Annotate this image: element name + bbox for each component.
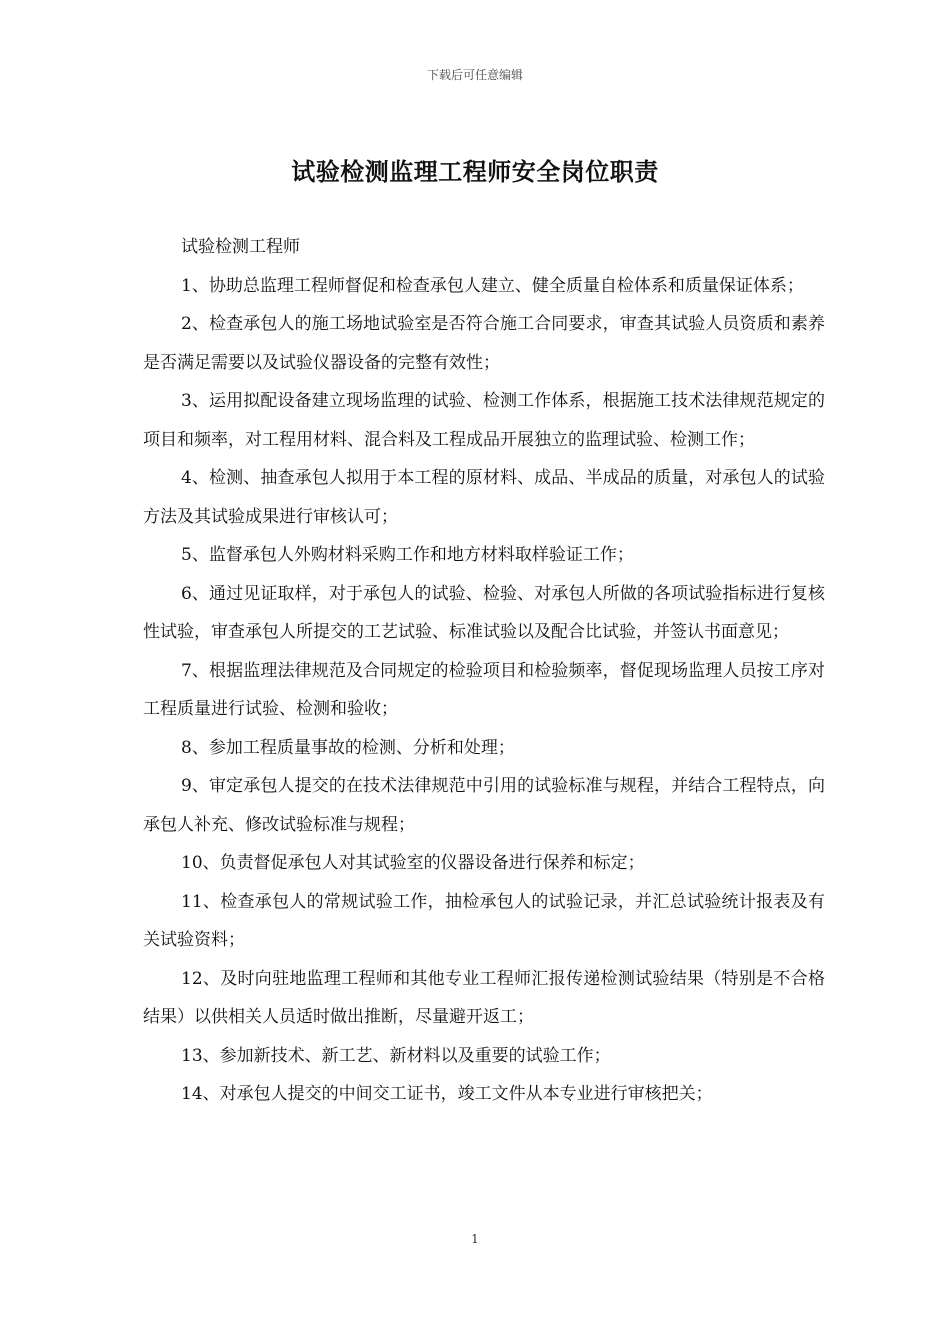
duty-item-9: 9、审定承包人提交的在技术法律规范中引用的试验标准与规程，并结合工程特点，向承包人补充、修改试验标准与规程； <box>143 776 825 835</box>
duty-item-11: 11、检查承包人的常规试验工作，抽检承包人的试验记录，并汇总试验统计报表及有关试验资料； <box>143 891 825 950</box>
duty-item-2: 2、检查承包人的施工场地试验室是否符合施工合同要求，审查其试验人员资质和素养是否满足需要以及试验仪器设备的完整有效性； <box>143 314 825 373</box>
duty-item-10: 10、负责督促承包人对其试验室的仪器设备进行保养和标定； <box>181 853 645 873</box>
duty-item-6: 6、通过见证取样，对于承包人的试验、检验、对承包人所做的各项试验指标进行复核性试验，审查承包人所提交的工艺试验、标准试验以及配合比试验，并签认书面意见； <box>143 583 825 642</box>
duty-item-13: 13、参加新技术、新工艺、新材料以及重要的试验工作； <box>181 1045 611 1066</box>
duty-item-14: 14、对承包人提交的中间交工证书，竣工文件从本专业进行审核把关； <box>181 1084 713 1104</box>
header-note: 下载后可任意编辑 <box>426 68 523 82</box>
duty-item-1: 1、协助总监理工程师督促和检查承包人建立、健全质量自检体系和质量保证体系； <box>181 275 804 296</box>
duty-item-4: 4、检测、抽查承包人拟用于本工程的原材料、成品、半成品的质量，对承包人的试验方法及其试验成果进行审核认可； <box>143 468 825 527</box>
duty-item-8: 8、参加工程质量事故的检测、分析和处理； <box>181 737 515 758</box>
page-number: 1 <box>471 1232 479 1246</box>
document-title: 试验检测监理工程师安全岗位职责 <box>291 157 659 186</box>
document-body <box>143 228 825 1114</box>
duty-item-7: 7、根据监理法律规范及合同规定的检验项目和检验频率，督促现场监理人员按工序对工程质量进行试验、检测和验收； <box>143 660 825 719</box>
duty-item-12: 12、及时向驻地监理工程师和其他专业工程师汇报传递检测试验结果（特别是不合格结果）以供相关人员适时做出推断，尽量避开返工； <box>143 968 825 1027</box>
section-heading: 试验检测工程师 <box>181 237 300 257</box>
duty-item-3: 3、运用拟配设备建立现场监理的试验、检测工作体系，根据施工技术法律规范规定的项目和频率，对工程用材料、混合料及工程成品开展独立的监理试验、检测工作； <box>143 391 825 450</box>
duty-item-5: 5、监督承包人外购材料采购工作和地方材料取样验证工作； <box>181 545 634 565</box>
